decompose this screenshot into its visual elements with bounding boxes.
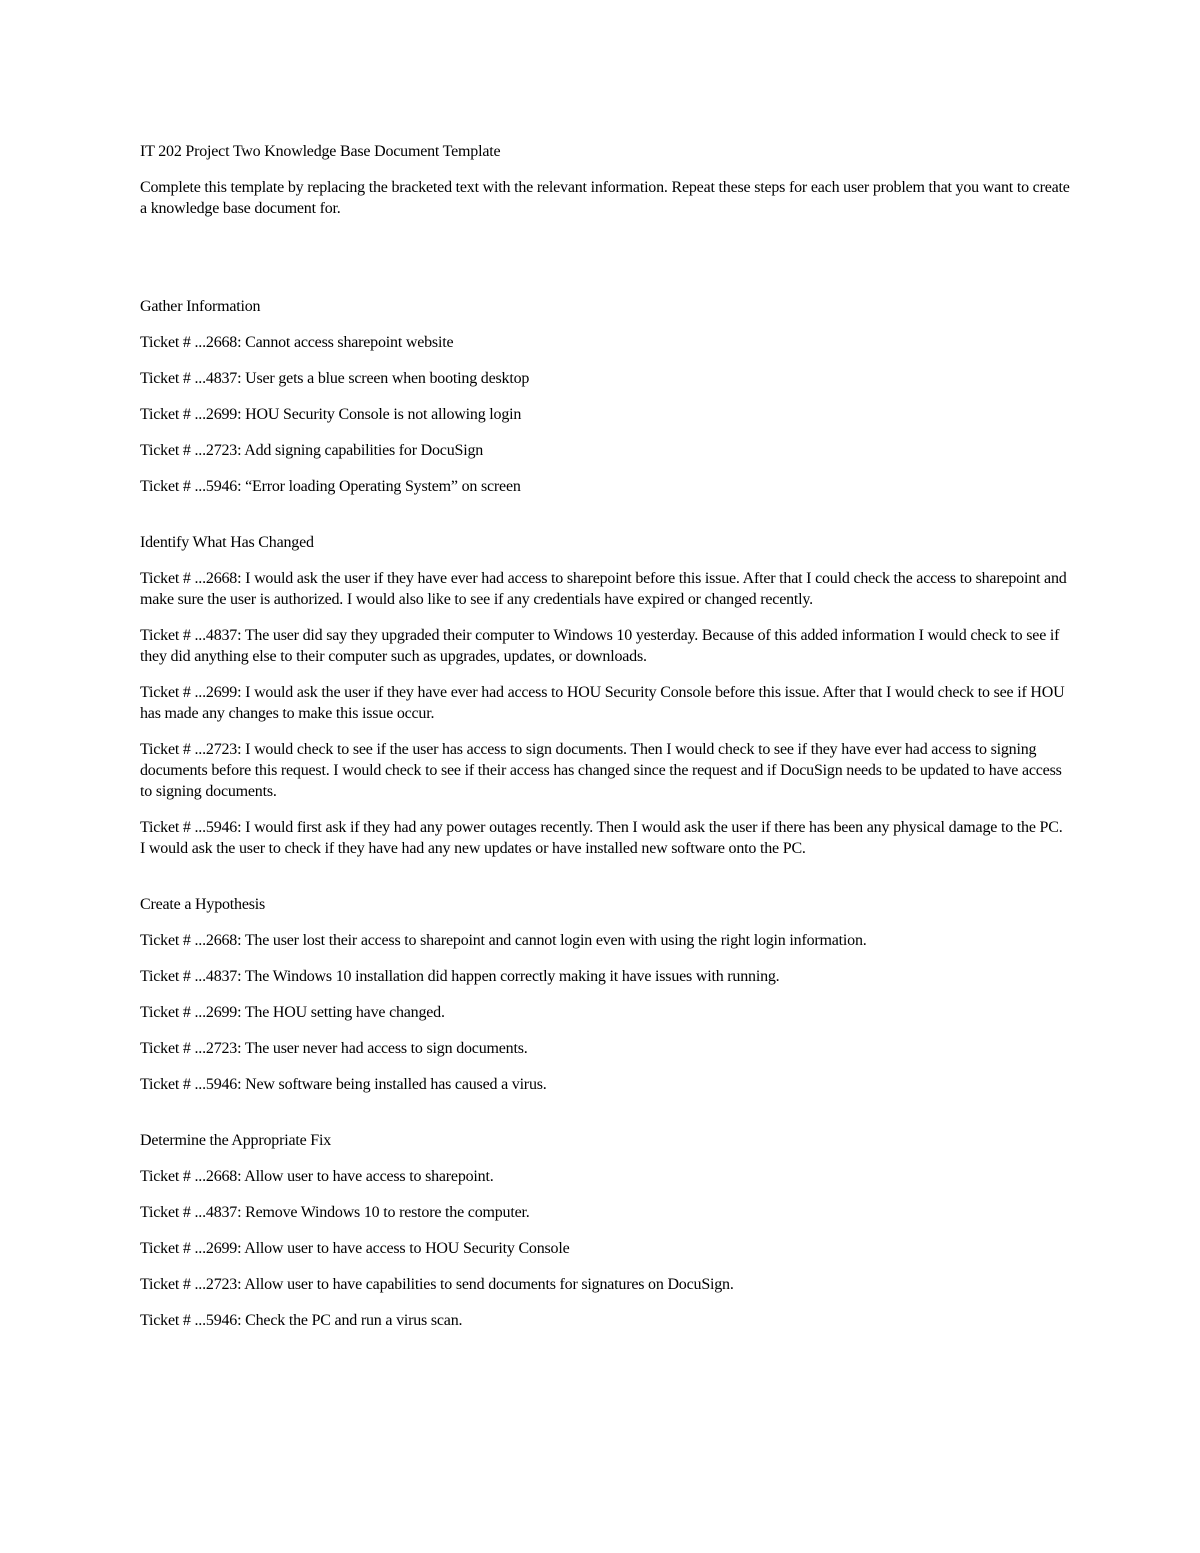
ticket-item: Ticket # ...2668: Allow user to have access to sharepoint. — [140, 1168, 494, 1185]
section-heading: Create a Hypothesis — [140, 896, 266, 913]
ticket-item: Ticket # ...5946: New software being installed has caused a virus. — [140, 1076, 547, 1093]
ticket-list — [140, 930, 1070, 1095]
ticket-item: Ticket # ...2723: I would check to see if the user has access to sign documents. Then I would check to see if they have ever had access to signing documents before this request. I would check to see if their access has changed since the request and if DocuSign needs to be updated to have access to signing documents. — [140, 741, 1062, 800]
ticket-item: Ticket # ...5946: I would first ask if they had any power outages recently. Then I would ask the user if there has been any physical damage to the PC. I would ask the user to check if they have had any new updates or have installed new software onto the PC. — [140, 819, 1063, 857]
ticket-item: Ticket # ...4837: Remove Windows 10 to restore the computer. — [140, 1204, 530, 1221]
ticket-item: Ticket # ...4837: The Windows 10 installation did happen correctly making it have issues with running. — [140, 968, 780, 985]
ticket-item: Ticket # ...4837: The user did say they upgraded their computer to Windows 10 yesterday. Because of this added information I would check to see if they did anything else to their computer such as upgrades, updates, or downloads. — [140, 627, 1060, 665]
ticket-list — [140, 568, 1070, 859]
document-intro: Complete this template by replacing the bracketed text with the relevant information. Repeat these steps for each user problem that you want to create a knowledge base document for. — [140, 179, 1070, 217]
ticket-item: Ticket # ...2723: Add signing capabilities for DocuSign — [140, 442, 484, 459]
section-heading: Determine the Appropriate Fix — [140, 1132, 332, 1149]
ticket-item: Ticket # ...2699: I would ask the user if they have ever had access to HOU Security Console before this issue. After that I would check to see if HOU has made any changes to make this issue occur. — [140, 684, 1065, 722]
document-body — [140, 141, 1070, 1331]
ticket-item: Ticket # ...5946: “Error loading Operating System” on screen — [140, 478, 521, 495]
section-identify-what-has-changed — [140, 532, 1070, 859]
ticket-item: Ticket # ...2668: Cannot access sharepoint website — [140, 334, 454, 351]
section-gather-information — [140, 296, 1070, 497]
document-title: IT 202 Project Two Knowledge Base Document Template — [140, 143, 501, 160]
section-heading: Gather Information — [140, 298, 261, 315]
section-heading: Identify What Has Changed — [140, 534, 314, 551]
ticket-item: Ticket # ...2668: I would ask the user if they have ever had access to sharepoint before this issue. After that I could check the access to sharepoint and make sure the user is authorized. I would also like to see if any credentials have expired or changed recently. — [140, 570, 1067, 608]
section-create-a-hypothesis — [140, 894, 1070, 1095]
ticket-item: Ticket # ...2723: The user never had access to sign documents. — [140, 1040, 528, 1057]
ticket-item: Ticket # ...2723: Allow user to have capabilities to send documents for signatures on DocuSign. — [140, 1276, 734, 1293]
ticket-item: Ticket # ...4837: User gets a blue screen when booting desktop — [140, 370, 530, 387]
ticket-list — [140, 332, 1070, 497]
ticket-item: Ticket # ...2668: The user lost their access to sharepoint and cannot login even with using the right login information. — [140, 932, 867, 949]
section-determine-the-appropriate-fix — [140, 1130, 1070, 1331]
ticket-list — [140, 1166, 1070, 1331]
ticket-item: Ticket # ...2699: Allow user to have access to HOU Security Console — [140, 1240, 570, 1257]
ticket-item: Ticket # ...2699: The HOU setting have changed. — [140, 1004, 445, 1021]
ticket-item: Ticket # ...2699: HOU Security Console is not allowing login — [140, 406, 522, 423]
ticket-item: Ticket # ...5946: Check the PC and run a virus scan. — [140, 1312, 463, 1329]
